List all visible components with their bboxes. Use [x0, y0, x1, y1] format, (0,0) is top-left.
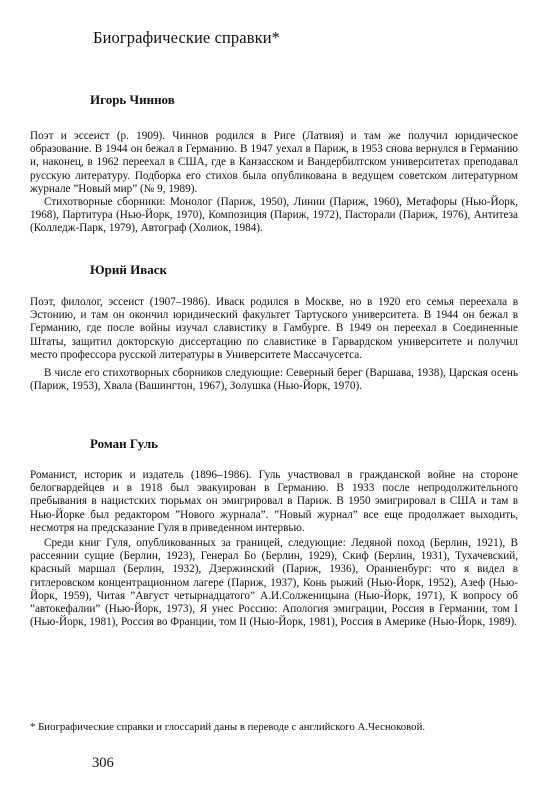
footnote: * Биографические справки и глоссарий даны в переводе с английского А.Чесноковой.	[30, 721, 426, 733]
biography-paragraph: Поэт, филолог, эссеист (1907–1986). Иваск родился в Москве, но в 1920 его семья переехала в Эстонию, и там он окончил юридический факультет Тартуского университета. В 1944 он бежал в Германию, где после войны изучал славистику в Гамбурге. В 1949 он переехал в Соединенные Штаты, защитил докторскую диссертацию по славистике в Гарвардском университете и получил место профессора русской литературы в Университете Массачусетса.	[30, 296, 518, 361]
biography-paragraph: В числе его стихотворных сборников следующие: Северный берег (Варшава, 1938), Царская осень (Париж, 1953), Хвала (Вашингтон, 1967), Золушка (Нью-Йорк, 1970).	[30, 367, 518, 393]
biography-ivask	[30, 262, 518, 393]
biography-paragraph: Стихотворные сборники: Монолог (Париж, 1950), Линии (Париж, 1960), Метафоры (Нью-Йорк, 1968), Партитура (Нью-Йорк, 1970), Композиция (Париж, 1972), Пасторали (Париж, 1976), Антитеза (Колледж-Парк, 1979), Автограф (Холиок, 1984).	[30, 196, 518, 235]
biography-gul	[30, 436, 518, 629]
biography-paragraph: Поэт и эссеист (р. 1909). Чиннов родился в Риге (Латвия) и там же получил юридическое образование. В 1944 он бежал в Германию. В 1947 уехал в Париж, в 1953 снова вернулся в Германию и, наконец, в 1962 переехал в США, где в Канзасском и Вандербилтском университетах преподавал русскую литературу. Подборка его стихов была опубликована в ведущем советском литературном журнале ”Новый мир” (№ 9, 1989).	[30, 130, 518, 195]
biography-name: Игорь Чиннов	[90, 92, 175, 107]
biography-name: Юрий Иваск	[90, 262, 167, 277]
page-title: Биографические справки*	[93, 28, 280, 47]
biography-name: Роман Гуль	[90, 436, 158, 451]
biography-paragraph: Романист, историк и издатель (1896–1986). Гуль участвовал в гражданской войне на стороне белогвардейцев и в 1918 был эвакуирован в Германию. В 1933 после непродолжительного пребывания в нацистских тюрьмах он эмигрировал в Париж. В 1950 эмигрировал в США и там в Нью-Йорке был редактором ”Нового журнала”. ”Новый журнал” все еще продолжает выходить, несмотря на предсказание Гуля в приведенном интервью.	[30, 469, 518, 534]
page-number: 306	[92, 755, 114, 771]
biography-paragraph: Среди книг Гуля, опубликованных за границей, следующие: Ледяной поход (Берлин, 1921), В рассеянии сущие (Берлин, 1923), Генерал Бо (Берлин, 1929), Скиф (Берлин, 1931), Тухачевский, красный маршал (Берлин, 1932), Дзержинский (Париж, 1936), Ораниенбург: что я видел в гитлеровском концентрационном лагере (Париж, 1937), Конь рыжий (Нью-Йорк, 1952), Азеф (Нью-Йорк, 1959), Читая ”Август четырнадцатого” А.И.Солженицына (Нью-Йорк, 1971), К вопросу об ”автокефалии” (Нью-Йорк, 1973), Я унес Россию: Апология эмиграции, Россия в Германии, том I (Нью-Йорк, 1981), Россия во Франции, том II (Нью-Йорк, 1981), Россия в Америке (Нью-Йорк, 1989).	[30, 537, 518, 629]
biography-chinnov	[30, 92, 518, 236]
